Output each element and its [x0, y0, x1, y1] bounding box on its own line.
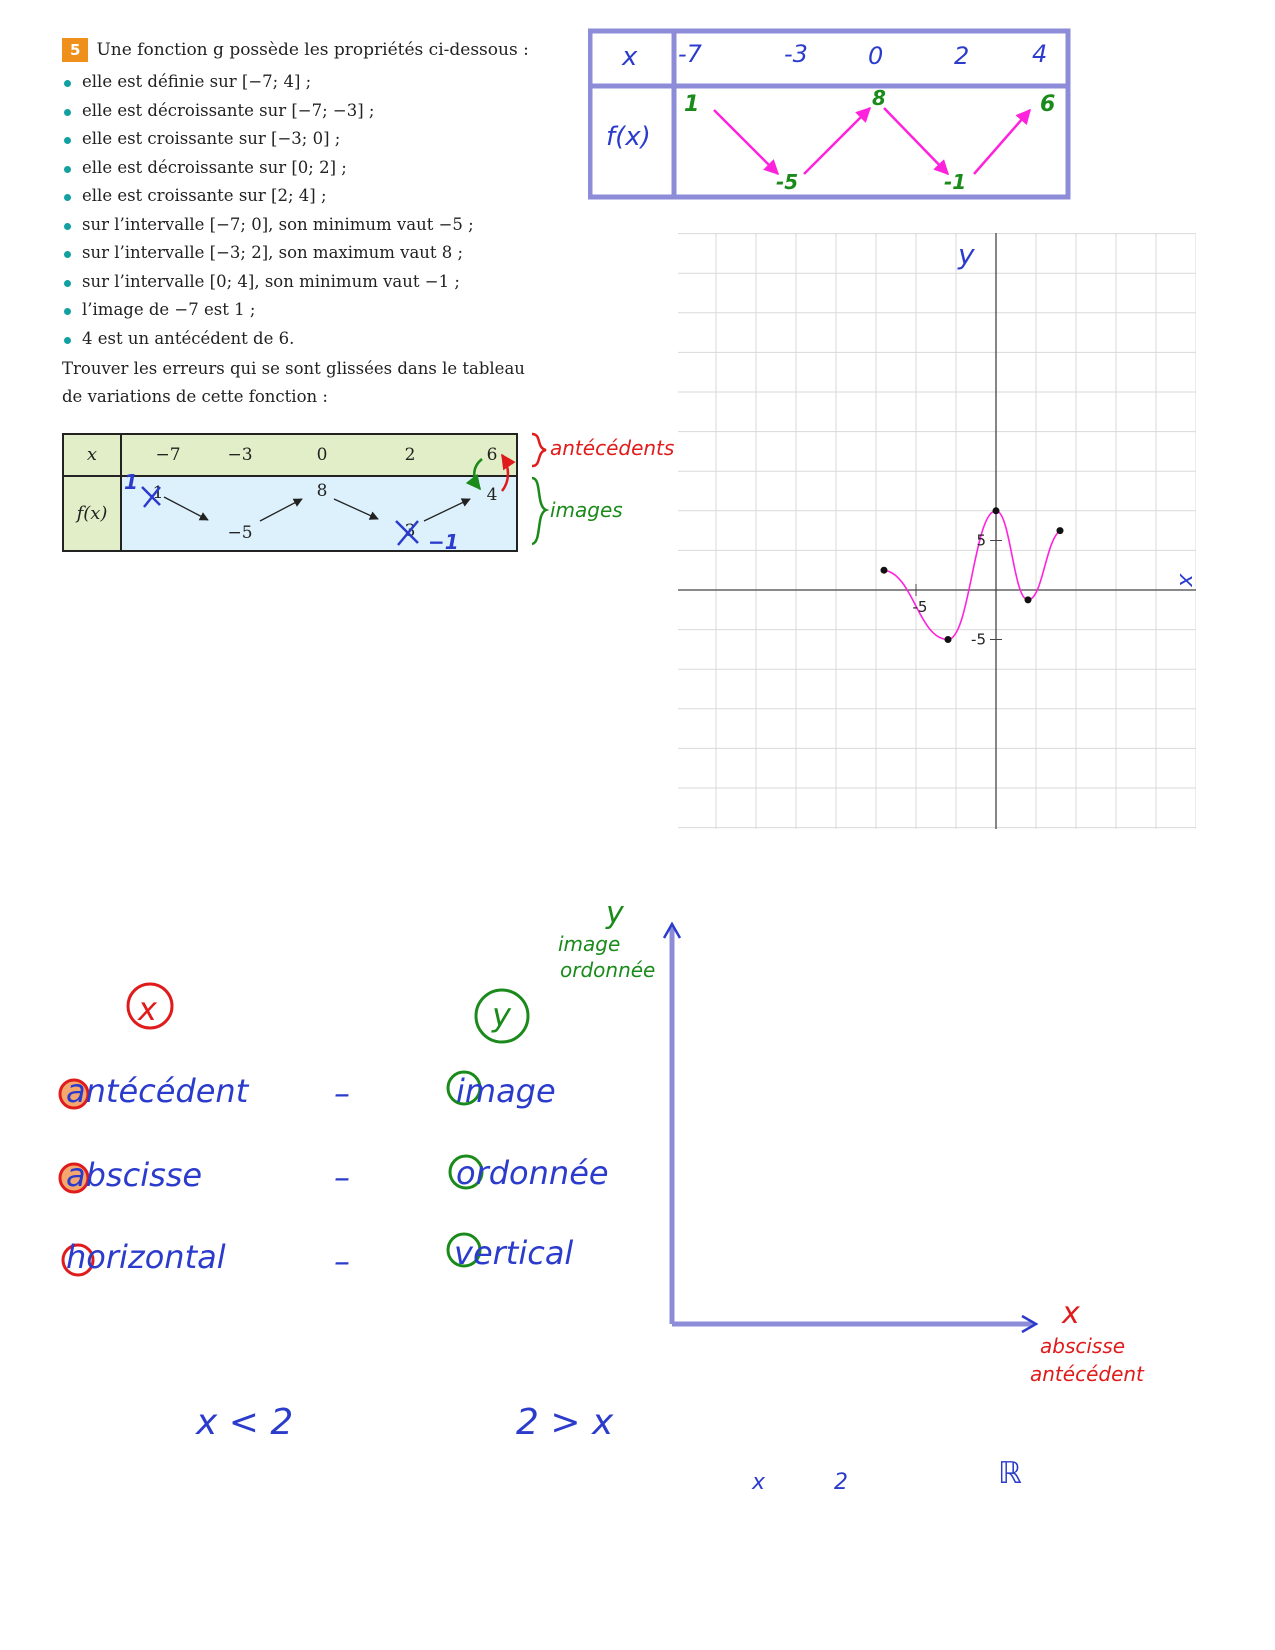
correction-value-at-2: −1: [428, 530, 459, 554]
hand-x-value: -7: [678, 40, 702, 68]
print-f-value: 1: [152, 483, 164, 503]
swap-arrow-red: [502, 455, 508, 491]
hand-f-value: 6: [1040, 92, 1056, 117]
key-point: [881, 567, 888, 574]
brace-red: [532, 434, 546, 466]
hand-f-value: -1: [944, 170, 967, 194]
hand-variation-table: [588, 28, 1071, 200]
exercise-heading: [62, 38, 582, 62]
print-table-x-label: x: [64, 435, 122, 475]
axis-y-symbol: y: [606, 896, 624, 931]
axis-x-symbol: x: [1062, 1296, 1080, 1331]
hand-arrow-down: [884, 108, 948, 174]
x-tick-label: -5: [912, 598, 928, 616]
pair-dash: –: [334, 1074, 350, 1112]
inequality-right: 2 > x: [516, 1402, 614, 1443]
pair-left: antécédent: [66, 1072, 249, 1110]
key-point: [993, 507, 1000, 514]
swap-arrow-green: [474, 459, 482, 489]
print-arrow-up: [260, 499, 302, 521]
hand-table-frame: [590, 31, 1068, 197]
print-x-value: 6: [486, 445, 498, 465]
print-f-value: 8: [316, 481, 328, 501]
property-item: l’image de −7 est 1 ;: [62, 296, 582, 325]
property-item: 4 est un antécédent de 6.: [62, 325, 582, 354]
number-line-x: x: [752, 1470, 766, 1495]
print-x-value: 2: [404, 445, 416, 465]
property-item: elle est définie sur [−7; 4] ;: [62, 68, 582, 97]
hand-f-value: 1: [684, 92, 700, 117]
hand-x-value: 0: [868, 42, 884, 70]
pair-right: ordonnée: [456, 1154, 609, 1192]
print-f-value: 3: [404, 521, 416, 541]
hand-arrow-down: [714, 110, 778, 174]
print-f-value: −5: [227, 523, 253, 543]
brace-green: [532, 478, 546, 544]
print-x-value: −7: [155, 445, 181, 465]
pair-dash: –: [334, 1242, 350, 1280]
pair-dash: –: [334, 1158, 350, 1196]
property-item: elle est décroissante sur [0; 2] ;: [62, 154, 582, 183]
graph-x-label: x: [1174, 573, 1200, 588]
annotation-antecedents: antécédents: [550, 436, 675, 460]
print-arrow-down: [334, 499, 378, 519]
print-x-value: 0: [316, 445, 328, 465]
property-item: elle est croissante sur [2; 4] ;: [62, 182, 582, 211]
hand-table-f-label: f(x): [606, 122, 651, 152]
print-x-value: −3: [227, 445, 253, 465]
exercise-number: 5: [62, 38, 88, 62]
axis-y-word: image: [558, 932, 621, 956]
cross-out-mark: [142, 487, 160, 507]
axis-y-word: ordonnée: [560, 958, 656, 982]
correction-first-value: 1: [124, 470, 138, 494]
key-point: [1025, 596, 1032, 603]
function-curve: [884, 511, 1060, 640]
hand-x-value: 2: [954, 42, 970, 70]
property-item: sur l’intervalle [0; 4], son minimum vaut −1 ;: [62, 268, 582, 297]
axis-x-word: abscisse: [1040, 1334, 1126, 1358]
property-item: sur l’intervalle [−3; 2], son maximum vaut 8 ;: [62, 239, 582, 268]
key-point: [945, 636, 952, 643]
print-arrow-up: [424, 499, 470, 521]
exercise: [62, 38, 582, 411]
notes-y-symbol: y: [492, 996, 511, 1034]
number-line-set: ℝ: [998, 1456, 1022, 1491]
annotation-images: images: [550, 498, 623, 522]
inequality-left: x < 2: [196, 1402, 294, 1443]
hand-x-value: -3: [784, 40, 808, 68]
y-tick-label: 5: [976, 531, 986, 550]
graph-y-label: y: [958, 238, 975, 271]
hand-f-value: 8: [872, 86, 886, 110]
hand-x-value: 4: [1032, 40, 1048, 68]
y-tick-label: -5: [971, 630, 986, 649]
print-table-f-label: f(x): [64, 477, 122, 550]
property-item: sur l’intervalle [−7; 0], son minimum vaut −5 ;: [62, 211, 582, 240]
axis-x-word: antécédent: [1030, 1362, 1144, 1386]
pair-left: abscisse: [66, 1156, 203, 1194]
key-point: [1057, 527, 1064, 534]
pair-right: image: [456, 1072, 556, 1110]
graph-grid: [678, 233, 1196, 829]
property-list: [62, 68, 582, 353]
exercise-heading-text: Une fonction g possède les propriétés ci-dessous :: [96, 40, 529, 60]
print-arrow-down: [164, 497, 208, 520]
number-line-two: 2: [834, 1470, 848, 1495]
hand-table-x-label: x: [622, 42, 638, 72]
property-item: elle est décroissante sur [−7; −3] ;: [62, 97, 582, 126]
exercise-question: Trouver les erreurs qui se sont glissées dans le tableau de variations de cette fonction :: [62, 359, 525, 406]
print-f-value: 4: [486, 485, 498, 505]
cross-out-mark: [396, 521, 418, 545]
notes-x-symbol: x: [138, 990, 157, 1028]
pair-right: vertical: [454, 1234, 574, 1272]
hand-arrow-up: [974, 110, 1030, 174]
pair-left: horizontal: [66, 1238, 226, 1276]
hand-f-value: -5: [776, 170, 799, 194]
property-item: elle est croissante sur [−3; 0] ;: [62, 125, 582, 154]
hand-arrow-up: [804, 108, 870, 174]
function-graph: [678, 233, 1196, 829]
